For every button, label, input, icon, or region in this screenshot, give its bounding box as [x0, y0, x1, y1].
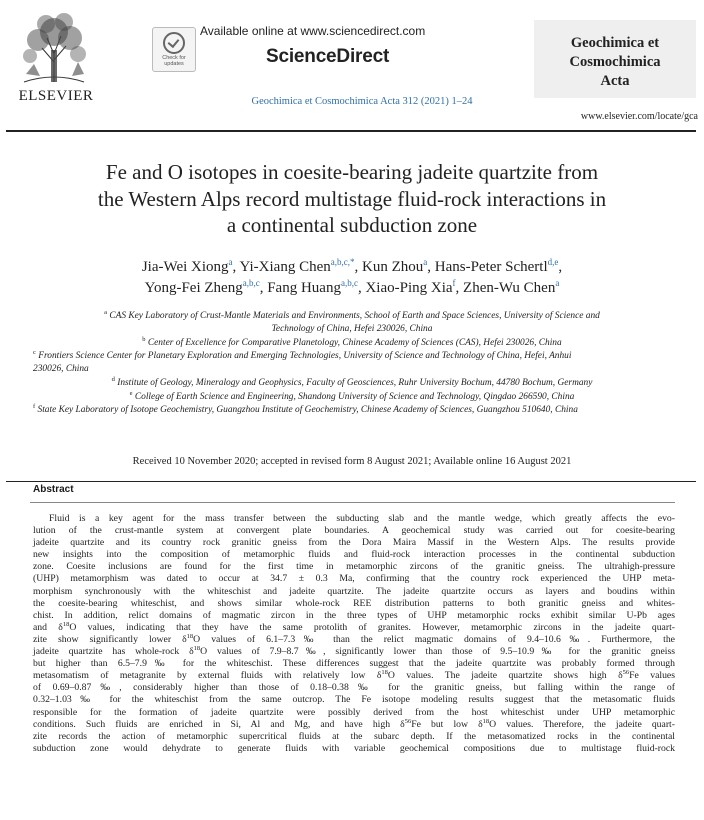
abstract-text: Fe values	[629, 670, 675, 682]
abstract-line	[33, 598, 675, 610]
checkmark-icon	[163, 32, 185, 54]
abstract-text: zite records the action of metamorphic supercritical fluids at the subarc depth. If the metasomatized rocks in the continental	[33, 730, 675, 742]
author-affiliation-sup[interactable]: a	[555, 278, 560, 288]
abstract-line	[33, 561, 675, 573]
affiliation-c	[33, 350, 681, 363]
abstract-text: conditions. Such fluids are enriched in Si, Al and Mg, and have high δ	[33, 718, 405, 730]
abstract-line	[33, 573, 675, 585]
abstract-text: and δ	[33, 621, 63, 633]
abstract-line	[33, 634, 675, 646]
affiliation-text: CAS Key Laboratory of Crust-Mantle Materials and Environments, School of Earth and Space Sciences, University of Science and	[109, 311, 600, 321]
abstract-line	[33, 646, 675, 658]
abstract-text: morphism synchronously with the whiteschist and jadeite quartzite. The jadeite quartzite occurs as layers and boudins within	[33, 585, 675, 597]
abstract-heading: Abstract	[33, 484, 74, 495]
isotope-superscript: 18	[62, 620, 70, 628]
author-affiliation-sup[interactable]: a,b,c	[242, 278, 260, 288]
author-separator: ,	[455, 280, 464, 296]
affiliation-a-cont	[30, 323, 674, 336]
author-affiliation-sup[interactable]: a	[228, 257, 233, 267]
publisher-name: ELSEVIER	[18, 88, 94, 104]
author-name[interactable]: Kun Zhou	[362, 259, 424, 275]
elsevier-tree-icon	[14, 10, 94, 84]
abstract-line	[33, 537, 675, 549]
sciencedirect-logo[interactable]: ScienceDirect	[266, 46, 390, 67]
author-affiliation-sup[interactable]: f	[452, 278, 456, 288]
affiliation-marker: e	[129, 390, 133, 397]
abstract-line	[33, 658, 675, 670]
author-separator: ,	[232, 259, 240, 275]
journal-title-box	[534, 20, 696, 98]
abstract-line	[33, 670, 675, 682]
author-separator: ,	[558, 259, 563, 275]
affiliation-marker: b	[142, 336, 146, 343]
abstract-text: of 0.69–0.87‰, considerably higher than those of 0.18–0.38‰ for the granitic gneiss, but falling within the range of	[33, 682, 675, 694]
isotope-superscript: 18	[482, 717, 490, 725]
author-name[interactable]: Jia-Wei Xiong	[141, 259, 229, 275]
abstract-text: zite show significantly lower δ	[33, 633, 187, 645]
affiliation-d	[30, 377, 674, 390]
abstract-line	[33, 731, 675, 743]
affiliation-a	[30, 310, 674, 323]
abstract-text: new insights into the composition of metamorphic fluids and fluid-rock interaction processes in the continental subduction	[33, 549, 675, 561]
title-line: a continental subduction zone	[226, 213, 478, 237]
author-name[interactable]: Hans-Peter Schertl	[434, 259, 548, 275]
abstract-line	[33, 682, 675, 694]
abstract-line	[33, 707, 675, 719]
abstract-text: Fe but low δ	[411, 718, 483, 730]
affiliation-c-cont	[33, 363, 333, 376]
journal-url-link[interactable]: www.elsevier.com/locate/gca	[580, 111, 698, 122]
abstract-text: chist. In addition, relict domains of magmatic zircon in the three types of UHP metamorphic rocks exhibit similar U-Pb ages	[33, 609, 675, 621]
author-separator: ,	[354, 259, 362, 275]
article-title	[20, 159, 684, 239]
affiliation-marker: a	[104, 309, 108, 316]
isotope-superscript: 56	[404, 717, 412, 725]
abstract-text: O values of 6.1–7.3‰ than the relict magmatic domains of 9.4–10.6‰. Furthermore, the	[193, 633, 675, 645]
author-affiliation-sup[interactable]: d,e	[547, 257, 559, 267]
header-divider	[6, 130, 696, 132]
abstract-line	[33, 719, 675, 731]
abstract-text: jadeite quartzite and its country rock granitic gneiss from the Dora Maira Massif in the Western Alps. The results provide	[33, 537, 675, 549]
author-separator: ,	[357, 280, 366, 296]
check-for-updates-button[interactable]	[152, 27, 196, 72]
affiliation-f	[33, 404, 693, 417]
abstract-text: the coesite-bearing whiteschist, and shows similar whole-rock REE distribution patterns to both granitic gneiss and whites-	[33, 597, 675, 609]
affiliation-text: 230026, China	[33, 364, 89, 374]
abstract-line	[33, 586, 675, 598]
abstract-text: O values. The jadeite quartzite shows high δ	[387, 670, 623, 682]
isotope-superscript: 18	[381, 669, 388, 677]
affiliation-text: College of Earth Science and Engineering, Shandong University of Science and Technology, Qingdao 266590, China	[134, 392, 575, 402]
isotope-superscript: 18	[186, 632, 194, 640]
abstract-text: O values, indicating that they have the same protolith of granites. However, metamorphic zircons in the jadeite quart-	[69, 621, 675, 633]
journal-name	[534, 34, 696, 91]
isotope-superscript: 18	[193, 645, 201, 653]
abstract-text: but higher than 6.5–7.9‰ for the whiteschist. These differences suggest that the jadeite quartzite was probably formed through	[33, 658, 675, 670]
abstract-text: jadeite quartzite has whole-rock δ	[33, 646, 194, 658]
section-divider	[6, 481, 696, 482]
affiliation-text: Center of Excellence for Comparative Planetology, Chinese Academy of Sciences (CAS), Hefei 230026, China	[147, 338, 562, 348]
abstract-text: responsible for the formation of jadeite quartzite were possibly derived from the host whiteschist under UHP metamorphic	[33, 706, 675, 718]
affiliation-text: Frontiers Science Center for Planetary Exploration and Emerging Technologies, University of Science and Technology of China, Hefei, Anhui	[38, 351, 572, 361]
abstract-text: O values. Therefore, the jadeite quart-	[489, 718, 675, 730]
abstract-text: 0.32–1.03‰ for the whiteschist from the same outcrop. The Fe isotope modeling results suggest that the metasomatic fluids	[33, 694, 675, 706]
affiliation-text: Technology of China, Hefei 230026, China	[271, 324, 433, 334]
available-online-text: Available online at www.sciencedirect.com	[200, 24, 426, 38]
title-line: Fe and O isotopes in coesite-bearing jadeite quartzite from	[105, 160, 599, 184]
affiliation-text: Institute of Geology, Mineralogy and Geophysics, Faculty of Geosciences, Ruhr University Bochum, 44780 Bochum, Germany	[117, 378, 593, 388]
affiliation-marker: d	[111, 376, 115, 383]
journal-name-line: Acta	[600, 73, 630, 89]
author-list-line-1	[10, 259, 694, 276]
author-name[interactable]: Yi-Xiang Chen	[239, 259, 331, 275]
journal-name-line: Cosmochimica	[569, 54, 661, 70]
affiliation-text: State Key Laboratory of Isotope Geochemistry, Guangzhou Institute of Geochemistry, Chinese Academy of Sciences, Guangzhou 510640, China	[37, 405, 578, 415]
abstract-text: (UHP) metamorphism was dated to occur at 34.7 ± 0.3 Ma, confirming that the country rock experienced the UHP meta-	[33, 573, 675, 585]
elsevier-logo	[6, 10, 102, 106]
abstract-text: metasomatism of metagranite by external fluids with relatively low δ	[33, 670, 382, 682]
abstract-line	[33, 694, 675, 706]
abstract-text: Fluid is a key agent for the mass transfer between the subducting slab and the mantle wedge, which greatly affects the evo-	[49, 513, 675, 524]
abstract-text: zone. Coesite inclusions are found for the first time in metamorphic zircons of the granitic gneiss. The ultrahigh-pressure	[33, 561, 675, 573]
author-name[interactable]: Fang Huang	[267, 280, 341, 296]
journal-name-line: Geochimica et	[570, 35, 660, 51]
isotope-superscript: 56	[622, 669, 630, 677]
journal-citation-link[interactable]: Geochimica et Cosmochimica Acta 312 (2021) 1–24	[251, 96, 473, 107]
author-affiliation-sup[interactable]: a,b,c	[340, 278, 358, 288]
abstract-divider	[30, 502, 675, 503]
abstract-body	[33, 513, 675, 755]
abstract-text: lution of the crust-mantle system at convergent plate boundaries. A geochemical study was carried out for coesite-bearing	[33, 525, 675, 537]
author-separator: ,	[259, 280, 268, 296]
abstract-line	[33, 525, 675, 537]
abstract-text: subduction zone would dehydrate to generate fluids with variable geochemical compositions due to multistage fluid-rock	[33, 742, 675, 754]
affiliation-e	[30, 391, 674, 404]
abstract-text: O values of 7.9–8.7‰, significantly lower than those of 9.5–10.9‰ for the granitic gneiss	[200, 646, 675, 658]
author-separator: ,	[427, 259, 435, 275]
author-name[interactable]: Xiao-Ping Xia	[365, 280, 453, 296]
check-updates-label-2: updates	[164, 61, 184, 67]
author-list-line-2	[10, 280, 694, 297]
affiliation-marker: f	[33, 403, 36, 410]
abstract-line	[33, 743, 675, 755]
author-affiliation-sup[interactable]: a,b,c,*	[330, 257, 355, 267]
affiliation-marker: c	[33, 349, 36, 356]
abstract-line	[33, 610, 675, 622]
abstract-line	[33, 622, 675, 634]
title-line: the Western Alps record multistage fluid-rock interactions in	[97, 186, 607, 211]
affiliation-b	[30, 337, 674, 350]
check-updates-label-1: Check for	[162, 55, 186, 61]
article-history: Received 10 November 2020; accepted in revised form 8 August 2021; Available online 16 August 2021	[132, 456, 572, 467]
author-affiliation-sup[interactable]: a	[423, 257, 428, 267]
author-name[interactable]: Zhen-Wu Chen	[463, 280, 556, 296]
author-name[interactable]: Yong-Fei Zheng	[144, 280, 243, 296]
abstract-line	[33, 549, 675, 561]
abstract-line	[33, 513, 675, 525]
